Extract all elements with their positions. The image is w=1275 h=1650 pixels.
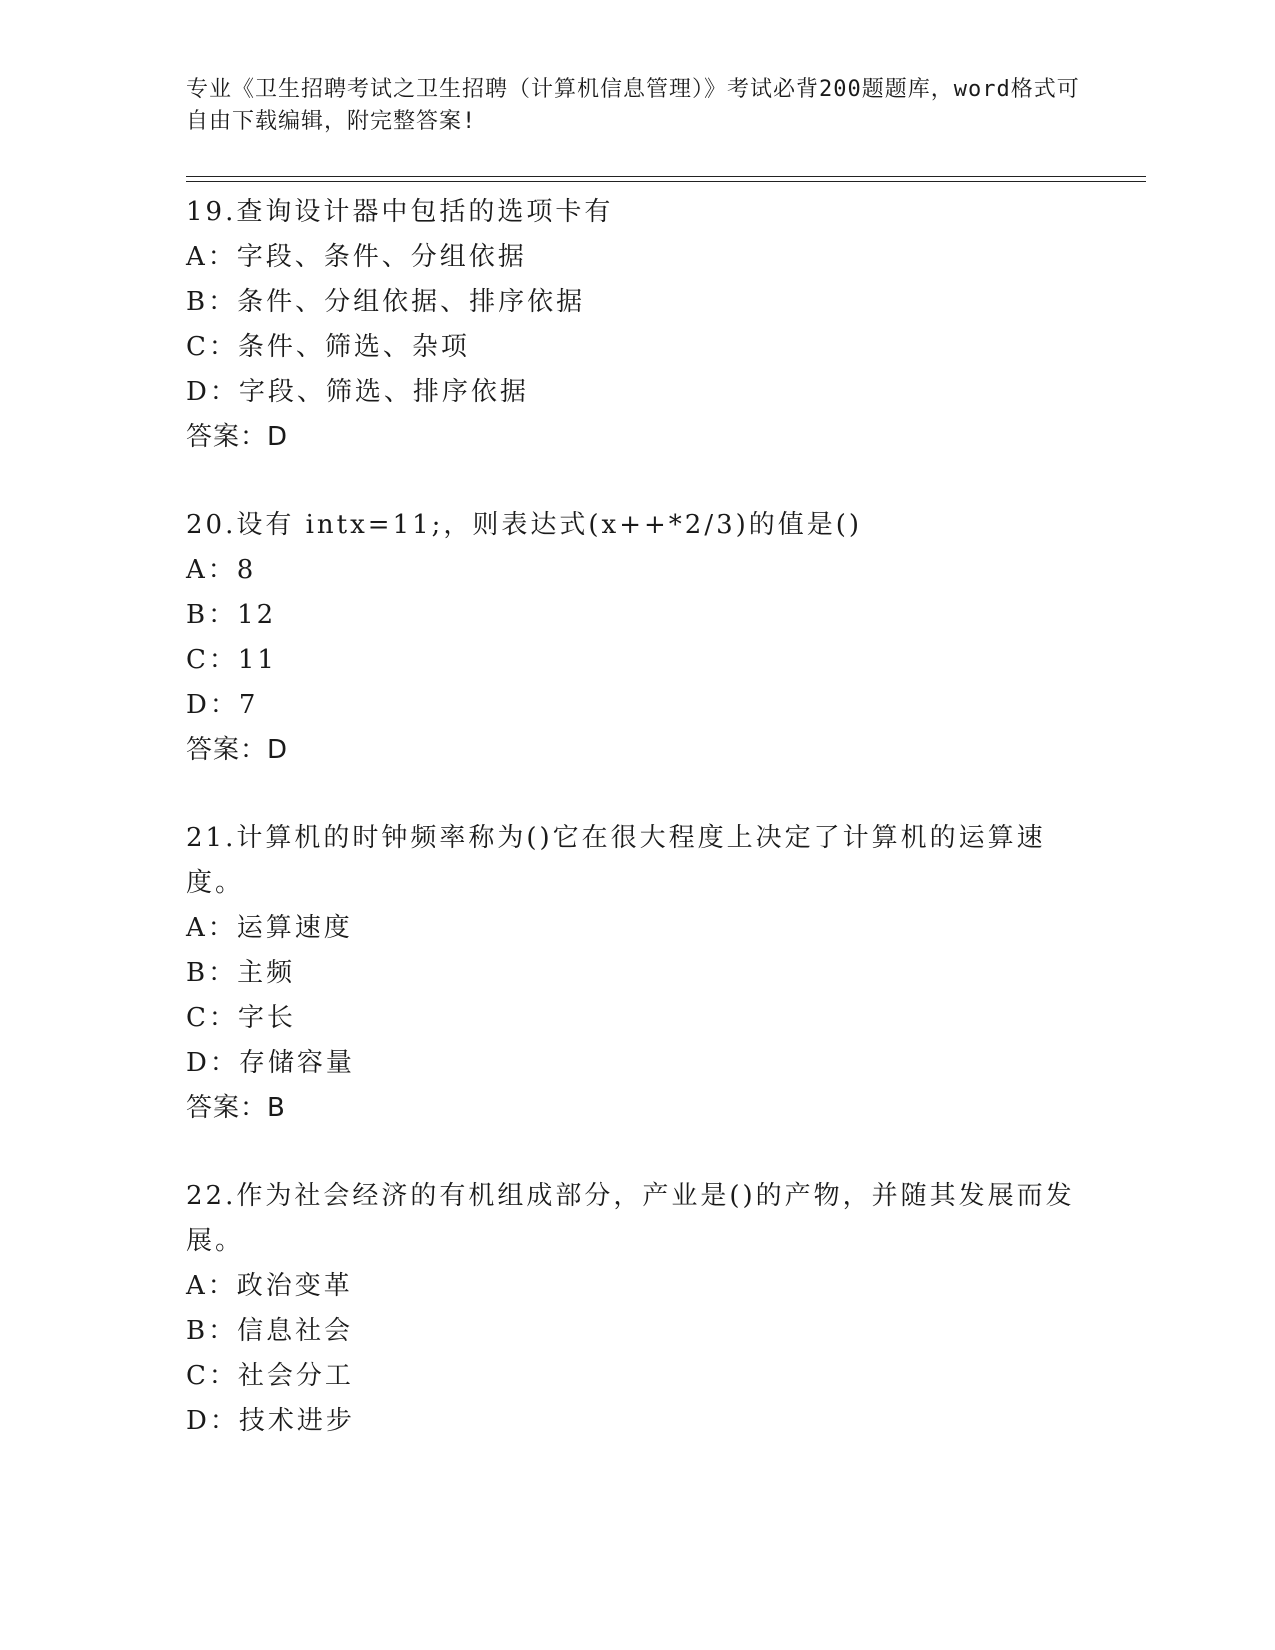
option-d: D：字段、筛选、排序依据 (186, 377, 529, 407)
option-b: B：信息社会 (186, 1316, 354, 1346)
option-b: B：条件、分组依据、排序依据 (186, 287, 586, 317)
option-d: D：技术进步 (186, 1406, 355, 1436)
option-c: C：字长 (186, 1003, 296, 1033)
option-d: D：存储容量 (186, 1048, 355, 1078)
option-c: C：社会分工 (186, 1361, 354, 1391)
option-b: B：12 (186, 600, 277, 630)
header-divider-top (186, 176, 1146, 177)
question-stem: 22.作为社会经济的有机组成部分，产业是()的产物，并随其发展而发展。 (186, 1181, 1075, 1256)
option-b: B：主频 (186, 958, 296, 988)
header-divider-bottom (186, 181, 1146, 182)
question-stem: 20.设有 intx=11;，则表达式(x++*2/3)的值是() (186, 510, 863, 540)
question-20 (186, 503, 1086, 773)
option-a: A：政治变革 (186, 1271, 353, 1301)
question-21 (186, 816, 1086, 1131)
option-c: C：条件、筛选、杂项 (186, 332, 470, 362)
question-list (186, 190, 1086, 1487)
question-19 (186, 190, 1086, 460)
answer-label: 答案：D (186, 735, 289, 765)
option-a: A：字段、条件、分组依据 (186, 242, 527, 272)
question-stem: 21.计算机的时钟频率称为()它在很大程度上决定了计算机的运算速度。 (186, 823, 1046, 898)
option-a: A：运算速度 (186, 913, 353, 943)
option-c: C：11 (186, 645, 277, 675)
answer-label: 答案：D (186, 422, 289, 452)
answer-label: 答案：B (186, 1093, 286, 1123)
option-a: A：8 (186, 555, 257, 585)
option-d: D：7 (186, 690, 259, 720)
question-22 (186, 1174, 1086, 1444)
document-header: 专业《卫生招聘考试之卫生招聘（计算机信息管理）》考试必背200题题库，word格式可自由下载编辑，附完整答案! (186, 77, 1080, 134)
question-stem: 19.查询设计器中包括的选项卡有 (186, 197, 614, 227)
